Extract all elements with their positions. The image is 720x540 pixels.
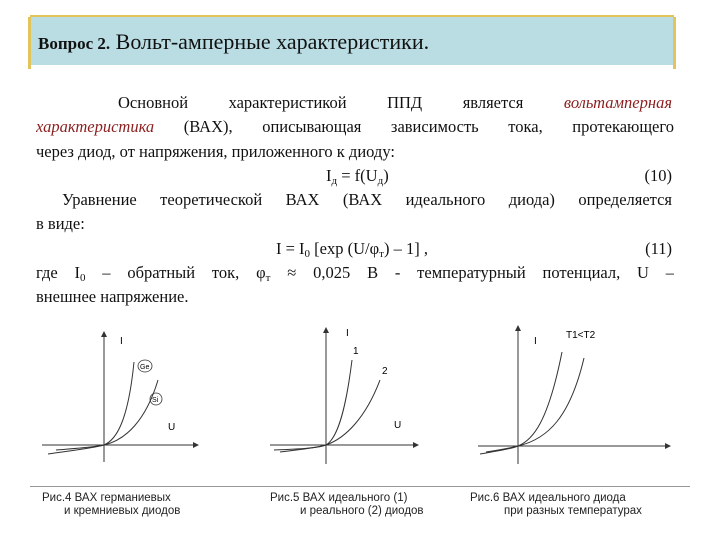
term-vah-1: вольтамперная (563, 93, 672, 112)
fig5-caption-line1: Рис.5 ВАХ идеального (1) (270, 492, 408, 504)
para3-line2: внешнее напряжение. (36, 287, 189, 307)
fig6-label-temperatures: T1<T2 (566, 330, 596, 341)
equation-10 (36, 164, 674, 188)
fig6-caption (470, 492, 642, 518)
fig5-label-2: 2 (382, 366, 388, 377)
fig4-si-curve (56, 380, 158, 450)
eq10-sub2: д (377, 174, 384, 187)
fig6-caption-line1: Рис.6 ВАХ идеального диода (470, 492, 626, 504)
para3-b: – обратный ток, φ (85, 263, 266, 283)
figure-6 (478, 322, 674, 472)
para2-line1 (36, 188, 674, 212)
figure-divider (30, 486, 690, 487)
para1-line2 (36, 115, 674, 139)
fig4-caption-line1: Рис.4 ВАХ германиевых (42, 492, 171, 504)
fig4-axis-i-label: I (120, 336, 123, 347)
para2-line2: в виде: (36, 214, 85, 234)
fig5-caption-line2: и реального (2) диодов (300, 505, 424, 517)
fig5-label-1: 1 (353, 346, 359, 357)
para3-a: где I (36, 263, 80, 283)
eq11-c: ) – 1] , (383, 238, 428, 258)
para3-c: ≈ 0,025 В - температурный потенциал, U – (270, 263, 674, 283)
title-bar (30, 15, 674, 65)
para2-text-1: Уравнение теоретической ВАХ (ВАХ идеального диода) определяется (62, 190, 672, 210)
fig4-caption-line2: и кремниевых диодов (64, 505, 181, 517)
title-bold: Вопрос 2. (38, 34, 111, 53)
fig4-label-si: Si (152, 397, 159, 404)
fig6-axis-i-label: I (534, 336, 537, 347)
para1-text-a: Основной характеристикой ППД является (118, 93, 564, 112)
fig4-label-ge: Ge (140, 364, 150, 371)
eq11-sub0: 0 (304, 247, 311, 260)
title-accent-left (28, 17, 31, 69)
fig4-ge-curve (48, 362, 134, 454)
fig6-caption-line2: при разных температурах (504, 505, 642, 517)
eq11-subT: т (379, 247, 384, 260)
fig5-caption (270, 492, 424, 518)
title-rest: Вольт-амперные характеристики. (110, 29, 430, 54)
para3-subT: т (265, 272, 271, 285)
eq10-mid: = f(U (337, 165, 378, 185)
figure-5 (266, 322, 436, 472)
para3-line1 (36, 261, 674, 285)
para1-line3: через диод, от напряжения, приложенного к диоду: (36, 141, 395, 161)
fig6-curve-t2 (486, 358, 584, 452)
equation-10-number: (10) (644, 165, 672, 185)
fig4-axis-u-label: U (168, 422, 176, 433)
figure-4 (36, 322, 206, 472)
para3-sub0: 0 (79, 272, 86, 285)
fig5-curve-ideal (274, 360, 352, 450)
eq11-a: I = I (276, 238, 305, 258)
eq11-b: [exp (U/φ (310, 238, 380, 258)
fig5-axis-i-label: I (346, 328, 349, 339)
para1-line1 (36, 91, 674, 115)
eq10-end: ) (383, 165, 389, 185)
equation-11-number: (11) (645, 238, 672, 258)
term-vah-2: характеристика (36, 117, 155, 137)
eq10-lhs: I (326, 165, 332, 185)
fig4-caption (42, 492, 180, 518)
body-text (36, 91, 674, 310)
fig5-axis-u-label: U (394, 420, 402, 431)
slide-title (38, 29, 429, 55)
equation-11 (36, 237, 674, 261)
eq10-sub1: д (331, 174, 338, 187)
para1-text-b: (ВАХ), описывающая зависимость тока, протекающего (154, 117, 674, 137)
fig6-curve-t1 (480, 352, 562, 454)
title-accent-right (673, 17, 676, 69)
